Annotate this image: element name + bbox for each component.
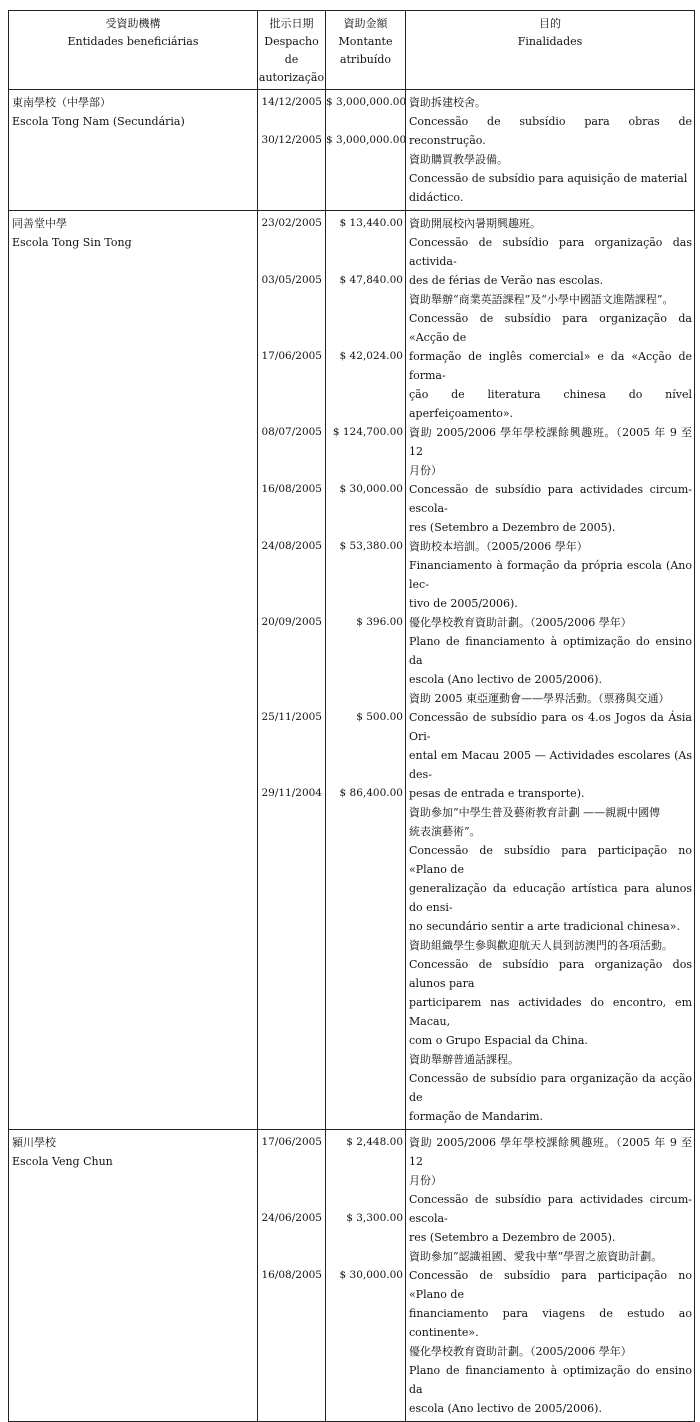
purpose-line: Concessão de subsídio para participação no «Plano de	[409, 844, 692, 876]
date-cell	[258, 211, 326, 1130]
grant-amount: $ 42,024.00	[339, 350, 403, 362]
grant-amount: $ 47,840.00	[339, 274, 403, 286]
purpose-line: res (Setembro a Dezembro de 2005).	[409, 1231, 616, 1244]
purpose-line: 資助 2005 東亞運動會——學界活動。（票務與交通）	[409, 692, 670, 705]
grant-amount: $ 30,000.00	[339, 1269, 403, 1281]
grants-document	[8, 10, 694, 1415]
grant-amount: $ 124,700.00	[332, 426, 403, 438]
purpose-line: ental em Macau 2005 — Actividades escolares (As des-	[409, 749, 692, 781]
purpose-line: Concessão de subsídio para organização das activida-	[409, 236, 692, 268]
grant-amount: $ 2,448.00	[346, 1136, 403, 1148]
grant-date: 23/02/2005	[261, 217, 322, 229]
table-row	[9, 90, 695, 211]
header-amount-pt2: atribuído	[339, 53, 392, 66]
grant-purpose	[406, 1342, 694, 1418]
grant-amount: $ 3,000,000.00	[326, 134, 407, 146]
purpose-line: 資助 2005/2006 學年學校課餘興趣班。（2005 年 9 至 12	[409, 1136, 692, 1168]
purpose-line: com o Grupo Espacial da China.	[409, 1034, 588, 1047]
header-date	[258, 11, 326, 90]
grant-amount: $ 3,000,000.00	[326, 96, 407, 108]
purpose-line: Concessão de subsídio para organização dos alunos para	[409, 958, 692, 990]
header-entities	[9, 11, 258, 90]
purpose-line: escola (Ano lectivo de 2005/2006).	[409, 673, 602, 686]
table-body	[9, 90, 695, 1422]
grant-amount: $ 53,380.00	[339, 540, 403, 552]
purpose-line: 資助組織學生參與歡迎航天人員到訪澳門的各項活動。	[409, 939, 673, 952]
grant-purpose	[406, 93, 694, 150]
header-amount	[326, 11, 406, 90]
entity-cell	[9, 90, 258, 211]
grant-purpose	[406, 689, 694, 803]
table-header-row	[9, 11, 695, 90]
grant-purpose	[406, 423, 694, 537]
purpose-line: des de férias de Verão nas escolas.	[409, 274, 604, 287]
grant-amount: $ 396.00	[356, 616, 403, 628]
purpose-line: Concessão de subsídio para actividades circum-escola-	[409, 1193, 692, 1225]
purpose-line: financiamento para viagens de estudo ao continente».	[409, 1307, 692, 1339]
grant-purpose	[406, 537, 694, 613]
entity-name-zh: 東南學校（中學部）	[12, 96, 111, 109]
purpose-line: 資助 2005/2006 學年學校課餘興趣班。（2005 年 9 至 12	[409, 426, 692, 458]
purpose-line: Concessão de subsídio para obras de reconstrução.	[409, 115, 692, 147]
date-cell	[258, 90, 326, 211]
entity-name-zh: 潁川學校	[12, 1136, 56, 1149]
entity-name-pt: Escola Veng Chun	[12, 1155, 113, 1168]
purpose-line: Concessão de subsídio para organização da «Acção de	[409, 312, 692, 344]
entity-name-pt: Escola Tong Sin Tong	[12, 236, 132, 249]
grant-purpose	[406, 1050, 694, 1126]
purpose-line: 月份）	[409, 1174, 442, 1187]
purpose-line: 月份）	[409, 464, 442, 477]
purpose-line: Concessão de subsídio para actividades circum-escola-	[409, 483, 692, 515]
purpose-line: no secundário sentir a arte tradicional chinesa».	[409, 920, 680, 933]
purpose-line: 資助舉辦“商業英語課程”及“小學中國語文進階課程”。	[409, 293, 674, 306]
entity-name-pt: Escola Tong Nam (Secundária)	[12, 115, 185, 128]
purpose-line: 資助拆建校舍。	[409, 96, 486, 109]
grant-purpose	[406, 150, 694, 207]
purpose-line: Concessão de subsídio para organização da acção de	[409, 1072, 692, 1104]
purpose-line: 資助購買教學設備。	[409, 153, 508, 166]
header-purpose	[406, 11, 695, 90]
grant-date: 29/11/2004	[261, 787, 322, 799]
purpose-line: pesas de entrada e transporte).	[409, 787, 585, 800]
purpose-line: 資助參加“認識祖國、愛我中華”學習之旅資助計劃。	[409, 1250, 663, 1263]
purpose-line: escola (Ano lectivo de 2005/2006).	[409, 1402, 602, 1415]
entity-cell	[9, 1130, 258, 1422]
header-date-zh: 批示日期	[269, 17, 314, 30]
purpose-line: Financiamento à formação da própria escola (Ano lec-	[409, 559, 692, 591]
grant-date: 24/08/2005	[261, 540, 322, 552]
amount-cell	[326, 1130, 406, 1422]
purpose-line: Concessão de subsídio para os 4.os Jogos da Ásia Ori-	[409, 711, 692, 743]
entity-cell	[9, 211, 258, 1130]
grant-purpose	[406, 613, 694, 689]
grant-date: 25/11/2005	[261, 711, 322, 723]
purpose-line: participarem nas actividades do encontro, em Macau,	[409, 996, 692, 1028]
grant-date: 16/08/2005	[261, 483, 322, 495]
grant-purpose	[406, 936, 694, 1050]
grant-date: 03/05/2005	[261, 274, 322, 286]
grant-date: 24/06/2005	[261, 1212, 322, 1224]
purpose-line: generalização da educação artística para alunos do ensi-	[409, 882, 692, 914]
purpose-line: 資助舉辦普通話課程。	[409, 1053, 519, 1066]
purpose-line: formação de inglês comercial» e da «Acção de forma-	[409, 350, 692, 382]
purpose-line: 資助校本培訓。（2005/2006 學年）	[409, 540, 588, 553]
grant-date: 20/09/2005	[261, 616, 322, 628]
grant-purpose	[406, 803, 694, 936]
entity-name-zh: 同善堂中學	[12, 217, 67, 230]
purpose-line: 資助參加“中學生普及藝術教育計劃 ——親親中國傳	[409, 806, 661, 819]
grant-purpose	[406, 1247, 694, 1342]
grant-purpose	[406, 214, 694, 290]
purpose-line: res (Setembro a Dezembro de 2005).	[409, 521, 616, 534]
header-purpose-zh: 目的	[539, 17, 561, 30]
header-amount-zh: 資助金額	[343, 17, 388, 30]
table-row	[9, 1130, 695, 1422]
grant-amount: $ 86,400.00	[339, 787, 403, 799]
purpose-line: 優化學校教育資助計劃。（2005/2006 學年）	[409, 616, 632, 629]
grant-amount: $ 3,300.00	[346, 1212, 403, 1224]
purpose-line: Plano de financiamento à optimização do ensino da	[409, 635, 692, 667]
header-entities-zh: 受資助機構	[105, 17, 161, 30]
grants-table	[8, 10, 695, 1422]
purpose-line: formação de Mandarim.	[409, 1110, 544, 1123]
header-date-pt2: autorização	[258, 71, 325, 84]
purpose-cell	[406, 90, 695, 211]
purpose-line: 資助開展校內暑期興趣班。	[409, 217, 541, 230]
header-amount-pt1: Montante	[338, 35, 393, 48]
table-row	[9, 211, 695, 1130]
grant-date: 08/07/2005	[261, 426, 322, 438]
purpose-line: didáctico.	[409, 191, 464, 204]
purpose-cell	[406, 1130, 695, 1422]
grant-amount: $ 30,000.00	[339, 483, 403, 495]
grant-date: 17/06/2005	[261, 1136, 322, 1148]
purpose-cell	[406, 211, 695, 1130]
purpose-line: ção de literatura chinesa do nível aperfeiçoamento».	[409, 388, 692, 420]
purpose-line: tivo de 2005/2006).	[409, 597, 518, 610]
grant-date: 14/12/2005	[261, 96, 322, 108]
amount-cell	[326, 211, 406, 1130]
grant-amount: $ 500.00	[356, 711, 403, 723]
grant-purpose	[406, 290, 694, 423]
header-date-pt1: Despacho de	[264, 35, 319, 66]
grant-amount: $ 13,440.00	[339, 217, 403, 229]
purpose-line: Plano de financiamento à optimização do ensino da	[409, 1364, 692, 1396]
date-cell	[258, 1130, 326, 1422]
grant-date: 16/08/2005	[261, 1269, 322, 1281]
grant-purpose	[406, 1133, 694, 1247]
purpose-line: Concessão de subsídio para aquisição de material	[409, 172, 688, 185]
grant-date: 30/12/2005	[261, 134, 322, 146]
purpose-line: 統表演藝術”。	[409, 825, 481, 838]
purpose-line: Concessão de subsídio para participação no «Plano de	[409, 1269, 692, 1301]
header-purpose-pt: Finalidades	[517, 35, 583, 48]
grant-date: 17/06/2005	[261, 350, 322, 362]
amount-cell	[326, 90, 406, 211]
header-entities-pt: Entidades beneficiárias	[67, 35, 199, 48]
purpose-line: 優化學校教育資助計劃。（2005/2006 學年）	[409, 1345, 632, 1358]
